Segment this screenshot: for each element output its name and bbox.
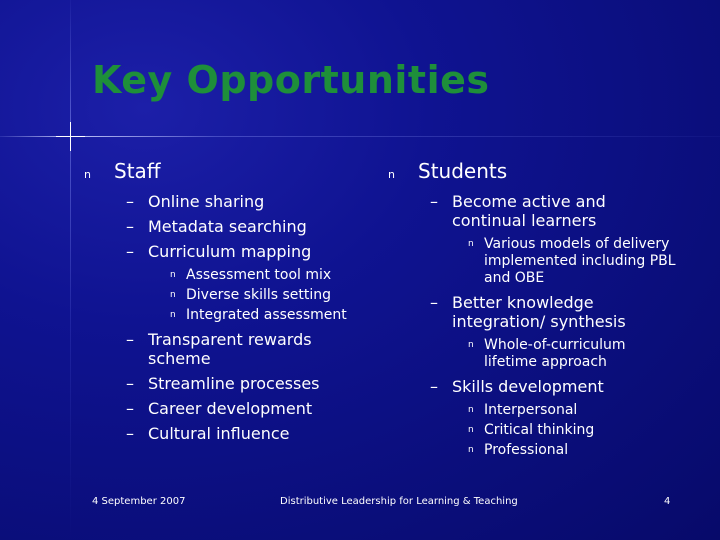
slide-title: Key Opportunities [92,58,490,102]
list-item [126,330,374,368]
item-text: Become active and continual learners [452,192,606,230]
square-bullet-icon: n [468,425,474,435]
square-bullet-icon: n [84,168,91,181]
sub-item-text: Whole-of-curriculum lifetime approach [484,337,626,370]
item-text: Transparent rewards scheme [148,330,312,368]
list-item [430,377,678,396]
footer-title: Distributive Leadership for Learning & Teaching [280,496,518,507]
heading-students: Students [418,159,508,183]
square-bullet-icon: n [170,310,176,320]
sub-list-item [468,422,678,439]
page-number: 4 [664,496,671,507]
square-bullet-icon: n [468,239,474,249]
square-bullet-icon: n [388,168,395,181]
sub-item-text: Critical thinking [484,422,595,438]
sub-list-item [170,307,374,324]
sub-item-text: Diverse skills setting [186,287,332,303]
dash-icon: – [430,377,438,396]
decorative-horizontal-line [0,136,720,137]
dash-icon: – [126,217,134,236]
square-bullet-icon: n [468,405,474,415]
decorative-vertical-line [70,0,71,540]
star-glint-icon [56,122,85,151]
list-item [126,374,374,393]
item-text: Skills development [452,377,604,396]
sub-list-item [170,267,374,284]
list-item [430,192,678,230]
list-item [126,242,374,261]
sub-list-item [468,236,678,287]
item-text: Online sharing [148,192,265,211]
sub-item-text: Assessment tool mix [186,267,332,283]
item-text: Curriculum mapping [148,242,312,261]
item-text: Metadata searching [148,217,307,236]
staff-column [84,158,374,449]
square-bullet-icon: n [468,340,474,350]
dash-icon: – [126,424,134,443]
item-text: Streamline processes [148,374,320,393]
list-item [126,217,374,236]
dash-icon: – [430,293,438,312]
list-item [126,192,374,211]
students-column [388,158,678,462]
dash-icon: – [126,242,134,261]
list-item [126,399,374,418]
item-text: Better knowledge integration/ synthesis [452,293,626,331]
sub-item-text: Various models of delivery implemented including PBL and OBE [484,236,676,286]
sub-list-item [468,337,678,371]
item-text: Cultural influence [148,424,290,443]
item-text: Career development [148,399,313,418]
footer-date: 4 September 2007 [92,496,186,507]
sub-item-text: Integrated assessment [186,307,347,323]
list-item [126,424,374,443]
dash-icon: – [126,374,134,393]
sub-list-item [170,287,374,304]
square-bullet-icon: n [170,270,176,280]
dash-icon: – [126,192,134,211]
dash-icon: – [430,192,438,211]
bullet-staff [84,158,374,188]
sub-item-text: Professional [484,442,569,458]
sub-list-item [468,442,678,459]
heading-staff: Staff [114,159,161,183]
sub-item-text: Interpersonal [484,402,578,418]
dash-icon: – [126,330,134,349]
dash-icon: – [126,399,134,418]
list-item [430,293,678,331]
sub-list-item [468,402,678,419]
square-bullet-icon: n [170,290,176,300]
square-bullet-icon: n [468,445,474,455]
bullet-students [388,158,678,188]
